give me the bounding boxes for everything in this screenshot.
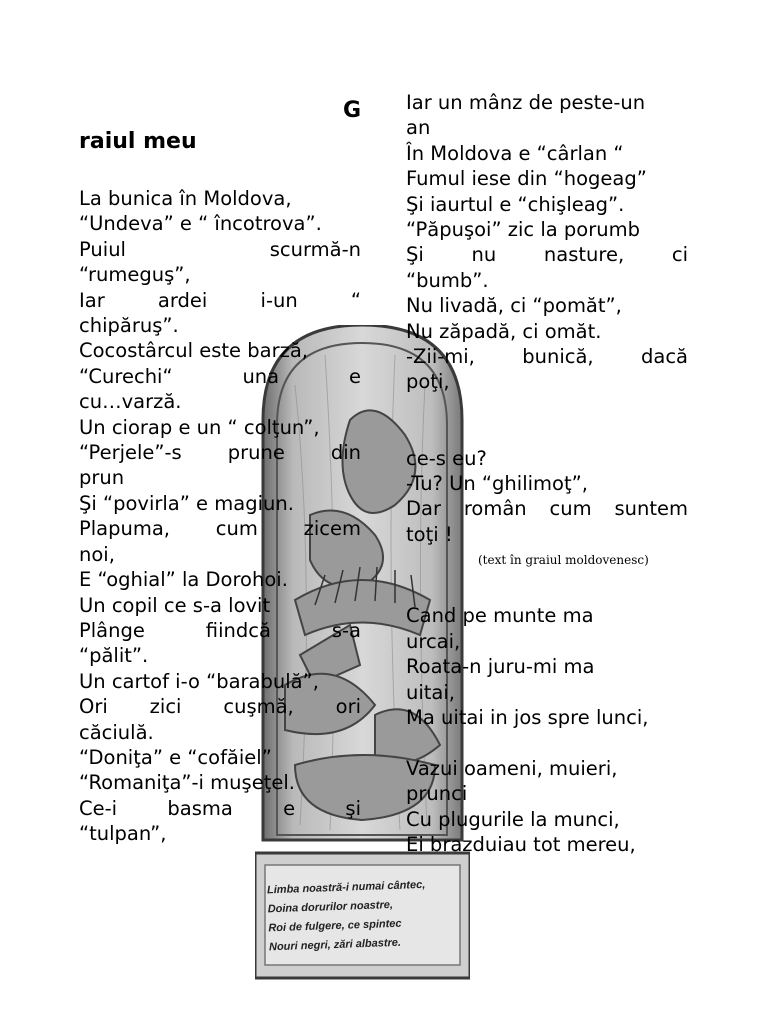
poem-line: Iar ardei i-un “ — [79, 288, 361, 312]
page-title: raiul meu — [79, 129, 197, 154]
poem-line: “Undeva” e “ încotrova”. — [79, 212, 322, 236]
poem-line: Un ciorap e un “ colţun”, — [79, 415, 320, 439]
dialect-note: (text în graiul moldovenesc) — [478, 553, 649, 568]
poem-line: Iar un mânz de peste-un — [406, 91, 646, 114]
poem-line: Un cartof i-o “barabulă”, — [79, 669, 319, 693]
plaque-line: Limba noastră-i numai cântec, — [266, 878, 426, 897]
poem-line: Nu livadă, ci “pomăt”, — [406, 294, 622, 318]
poem-line: Şi “povirla” e magiun. — [79, 491, 294, 515]
poem-line: Ce-i basma e şi — [79, 796, 361, 820]
poem-line: Cocostârcul este barză, — [79, 339, 308, 363]
poem-right-column — [406, 90, 688, 857]
poem-line: Dar român cum suntem — [406, 497, 688, 521]
poem-line: Ei brazduiau tot mereu, — [406, 832, 636, 856]
poem-line: an — [406, 116, 431, 140]
poem-line: -Tu? Un “ghilimoţ”, — [406, 472, 588, 496]
poem-line: “tulpan”, — [79, 822, 167, 846]
poem-line: Şi iaurtul e “chişleag”. — [406, 192, 625, 216]
poem-line: căciulă. — [79, 720, 154, 744]
poem-line: cu…varză. — [79, 390, 182, 414]
stanza-gap — [406, 730, 688, 755]
poem-line: Plânge fiindcă s-a — [79, 618, 361, 642]
poem-line: Vazui oameni, muieri, — [406, 756, 618, 780]
poem-line: “Curechi“ una e — [79, 364, 361, 388]
poem-line: Şi nu nasture, ci — [406, 243, 688, 267]
plaque-line: Roi de fulgere, ce spintec — [268, 917, 402, 935]
poem-line: “pălit”. — [79, 644, 149, 668]
poem-line: chipăruş”. — [79, 314, 179, 338]
plaque-line: Doina dorurilor noastre, — [267, 898, 394, 916]
poem-line: În Moldova e “cârlan “ — [406, 141, 624, 165]
poem-line: -Zii-mi, bunică, dacă — [406, 345, 688, 369]
poem-line: Ma uitai in jos spre lunci, — [406, 705, 649, 729]
poem-left-column — [79, 88, 361, 847]
poem-line: La bunica în Moldova, — [79, 187, 292, 210]
plaque-line: Nouri negri, zări albastre. — [268, 936, 402, 954]
poem-line: toţi ! — [406, 522, 453, 546]
poem-line: Ori zici cuşmă, ori — [79, 695, 361, 719]
poem-line: noi, — [79, 542, 115, 566]
poem-line: Fumul iese din “hogeag” — [406, 167, 647, 191]
poem-line: Plapuma, cum zicem — [79, 517, 361, 541]
poem-line: “Romaniţa”-i muşeţel. — [79, 771, 295, 795]
poem-line: Nu zăpadă, ci omăt. — [406, 319, 602, 343]
poem-line: “Perjele”-s prune din — [79, 441, 361, 465]
title-first-letter: G — [342, 98, 361, 123]
poem-line: poţi, — [406, 370, 450, 394]
poem-line: Un copil ce s-a lovit — [79, 593, 271, 617]
poem-line: urcai, — [406, 629, 461, 653]
poem-line: “rumeguş”, — [79, 263, 191, 287]
poem-line: prunci — [406, 782, 468, 806]
poem-line: “Doniţa” e “cofăiel” — [79, 745, 272, 769]
poem-line: “Păpuşoi” zic la porumb — [406, 218, 640, 242]
poem-line: uitai, — [406, 680, 455, 704]
poem-line: prun — [79, 466, 125, 490]
poem-line: Cand pe munte ma — [406, 604, 594, 628]
stanza-gap — [406, 395, 688, 420]
poem-line: “bumb”. — [406, 268, 489, 292]
poem-line: E “oghial” la Dorohoi. — [79, 568, 288, 592]
poem-line: Puiul scurmă-n — [79, 237, 361, 261]
poem-line: ce-s eu? — [406, 446, 487, 470]
stanza-gap — [406, 420, 688, 445]
poem-line: Roata-n juru-mi ma — [406, 655, 595, 679]
plaque-inscription — [267, 875, 462, 958]
poem-line: Cu plugurile la munci, — [406, 807, 620, 831]
